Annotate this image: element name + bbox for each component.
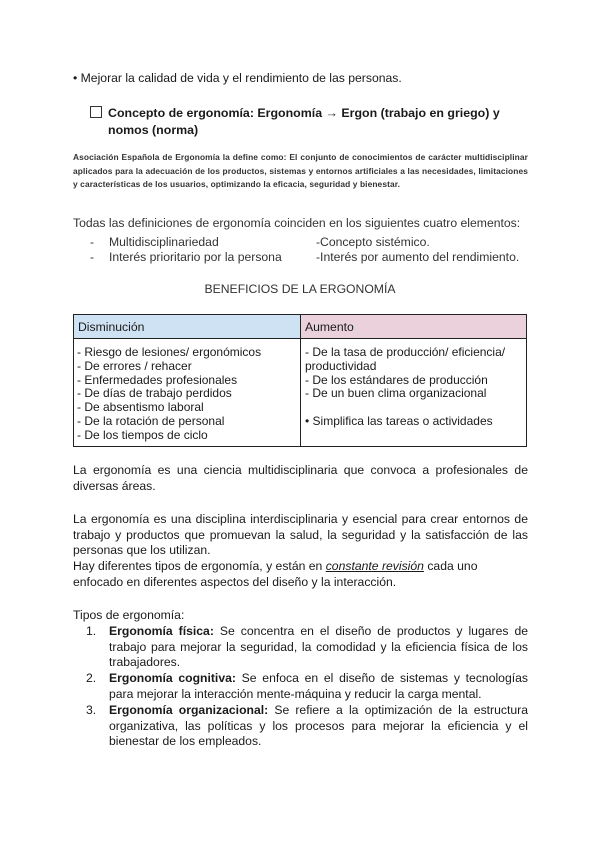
header-aumento: Aumento: [301, 315, 526, 339]
para3-after: cada uno enfocado en diferentes aspectos del diseño y la interacción.: [73, 559, 478, 589]
checkbox-icon[interactable]: [90, 106, 102, 118]
aumento-item: productividad: [305, 358, 377, 373]
tipo-desc: Se refiere a la optimización de la estructura organizativa, las políticas y los procesos para mejorar la eficiencia y el bienestar de los empleados.: [109, 703, 528, 748]
concept-line-1: Concepto de ergonomía: Ergonomía → Ergon (trabajo en griego) y: [108, 106, 500, 120]
tipo-desc: Se concentra en el diseño de productos y lugares de trabajo para mejorar la seguridad, la comodidad y la eficiencia física de los trabajadores.: [109, 624, 529, 669]
para3-before: Hay diferentes tipos de ergonomía, y están en: [73, 559, 326, 573]
dash: -: [90, 235, 95, 249]
disminucion-item: - De errores / rehacer: [77, 358, 192, 373]
definition-element-right: -Concepto sistémico.: [316, 235, 430, 249]
bullet-improve-quality: • Mejorar la calidad de vida y el rendimiento de las personas.: [73, 71, 402, 85]
aumento-column: [301, 339, 526, 446]
aee-definition: Asociación Española de Ergonomía la define como: El conjunto de conocimientos de carácter multidisciplinar aplicados para la adecuación de los productos, sistemas y entornos artificiales a las necesidades, limitaciones y características de los usuarios, optimizando la eficacia, seguridad y bienestar.: [73, 152, 528, 189]
benefits-title: BENEFICIOS DE LA ERGONOMÍA: [204, 282, 396, 296]
tipo-number: 1.: [86, 624, 97, 638]
paragraph-types: [73, 559, 528, 590]
aumento-item: - De la tasa de producción/ eficiencia/: [305, 345, 506, 359]
aumento-item: • Simplifica las tareas o actividades: [305, 413, 493, 428]
tipo-item: [86, 624, 528, 671]
tipo-name: Ergonomía cognitiva:: [109, 671, 236, 685]
aumento-spacer: [305, 401, 523, 415]
disminucion-item: - De la rotación de personal: [77, 413, 225, 428]
definition-row: [90, 250, 540, 265]
disminucion-item: - De los tiempos de ciclo: [77, 427, 208, 442]
para3-emphasis: constante revisión: [325, 559, 424, 573]
header-disminucion: Disminución: [74, 315, 301, 339]
tipo-name: Ergonomía física:: [109, 624, 214, 638]
definitions-intro: Todas las definiciones de ergonomía coinciden en los siguientes cuatro elementos:: [73, 216, 521, 230]
tipo-number: 3.: [86, 703, 97, 717]
definition-element-left: Interés prioritario por la persona: [109, 250, 282, 264]
paragraph-multidisciplinary: La ergonomía es una ciencia multidisciplinaria que convoca a profesionales de diversas áreas.: [73, 463, 528, 493]
definition-row: [90, 235, 540, 250]
aumento-item: - De los estándares de producción: [305, 372, 488, 387]
definition-element-left: Multidisciplinariedad: [109, 235, 219, 249]
tipo-item: [86, 671, 528, 702]
disminucion-item: - De días de trabajo perdidos: [77, 386, 232, 401]
concept-heading: [90, 105, 528, 138]
disminucion-item: - De absentismo laboral: [77, 400, 204, 415]
aumento-item: - De un buen clima organizacional: [305, 386, 487, 401]
tipo-name: Ergonomía organizacional:: [109, 703, 269, 717]
dash: -: [90, 250, 95, 264]
tipos-intro: Tipos de ergonomía:: [73, 608, 185, 622]
tipo-number: 2.: [86, 671, 97, 685]
concept-line-2: nomos (norma): [108, 122, 199, 137]
paragraph-interdisciplinary: La ergonomía es una disciplina interdisciplinaria y esencial para crear entornos de trabajo y productos que promuevan la salud, la seguridad y la satisfacción de las personas que los utilizan.: [73, 512, 528, 557]
disminucion-item: - Riesgo de lesiones/ ergonómicos: [77, 345, 262, 359]
disminucion-item: - Enfermedades profesionales: [77, 372, 238, 387]
definition-element-right: -Interés por aumento del rendimiento.: [316, 250, 520, 264]
disminucion-column: [74, 339, 301, 446]
tipo-desc: Se enfoca en el diseño de sistemas y tecnologías para mejorar la interacción mente-máquina y reducir la carga mental.: [109, 671, 528, 701]
tipo-item: [86, 703, 528, 750]
benefits-table: [73, 314, 527, 447]
